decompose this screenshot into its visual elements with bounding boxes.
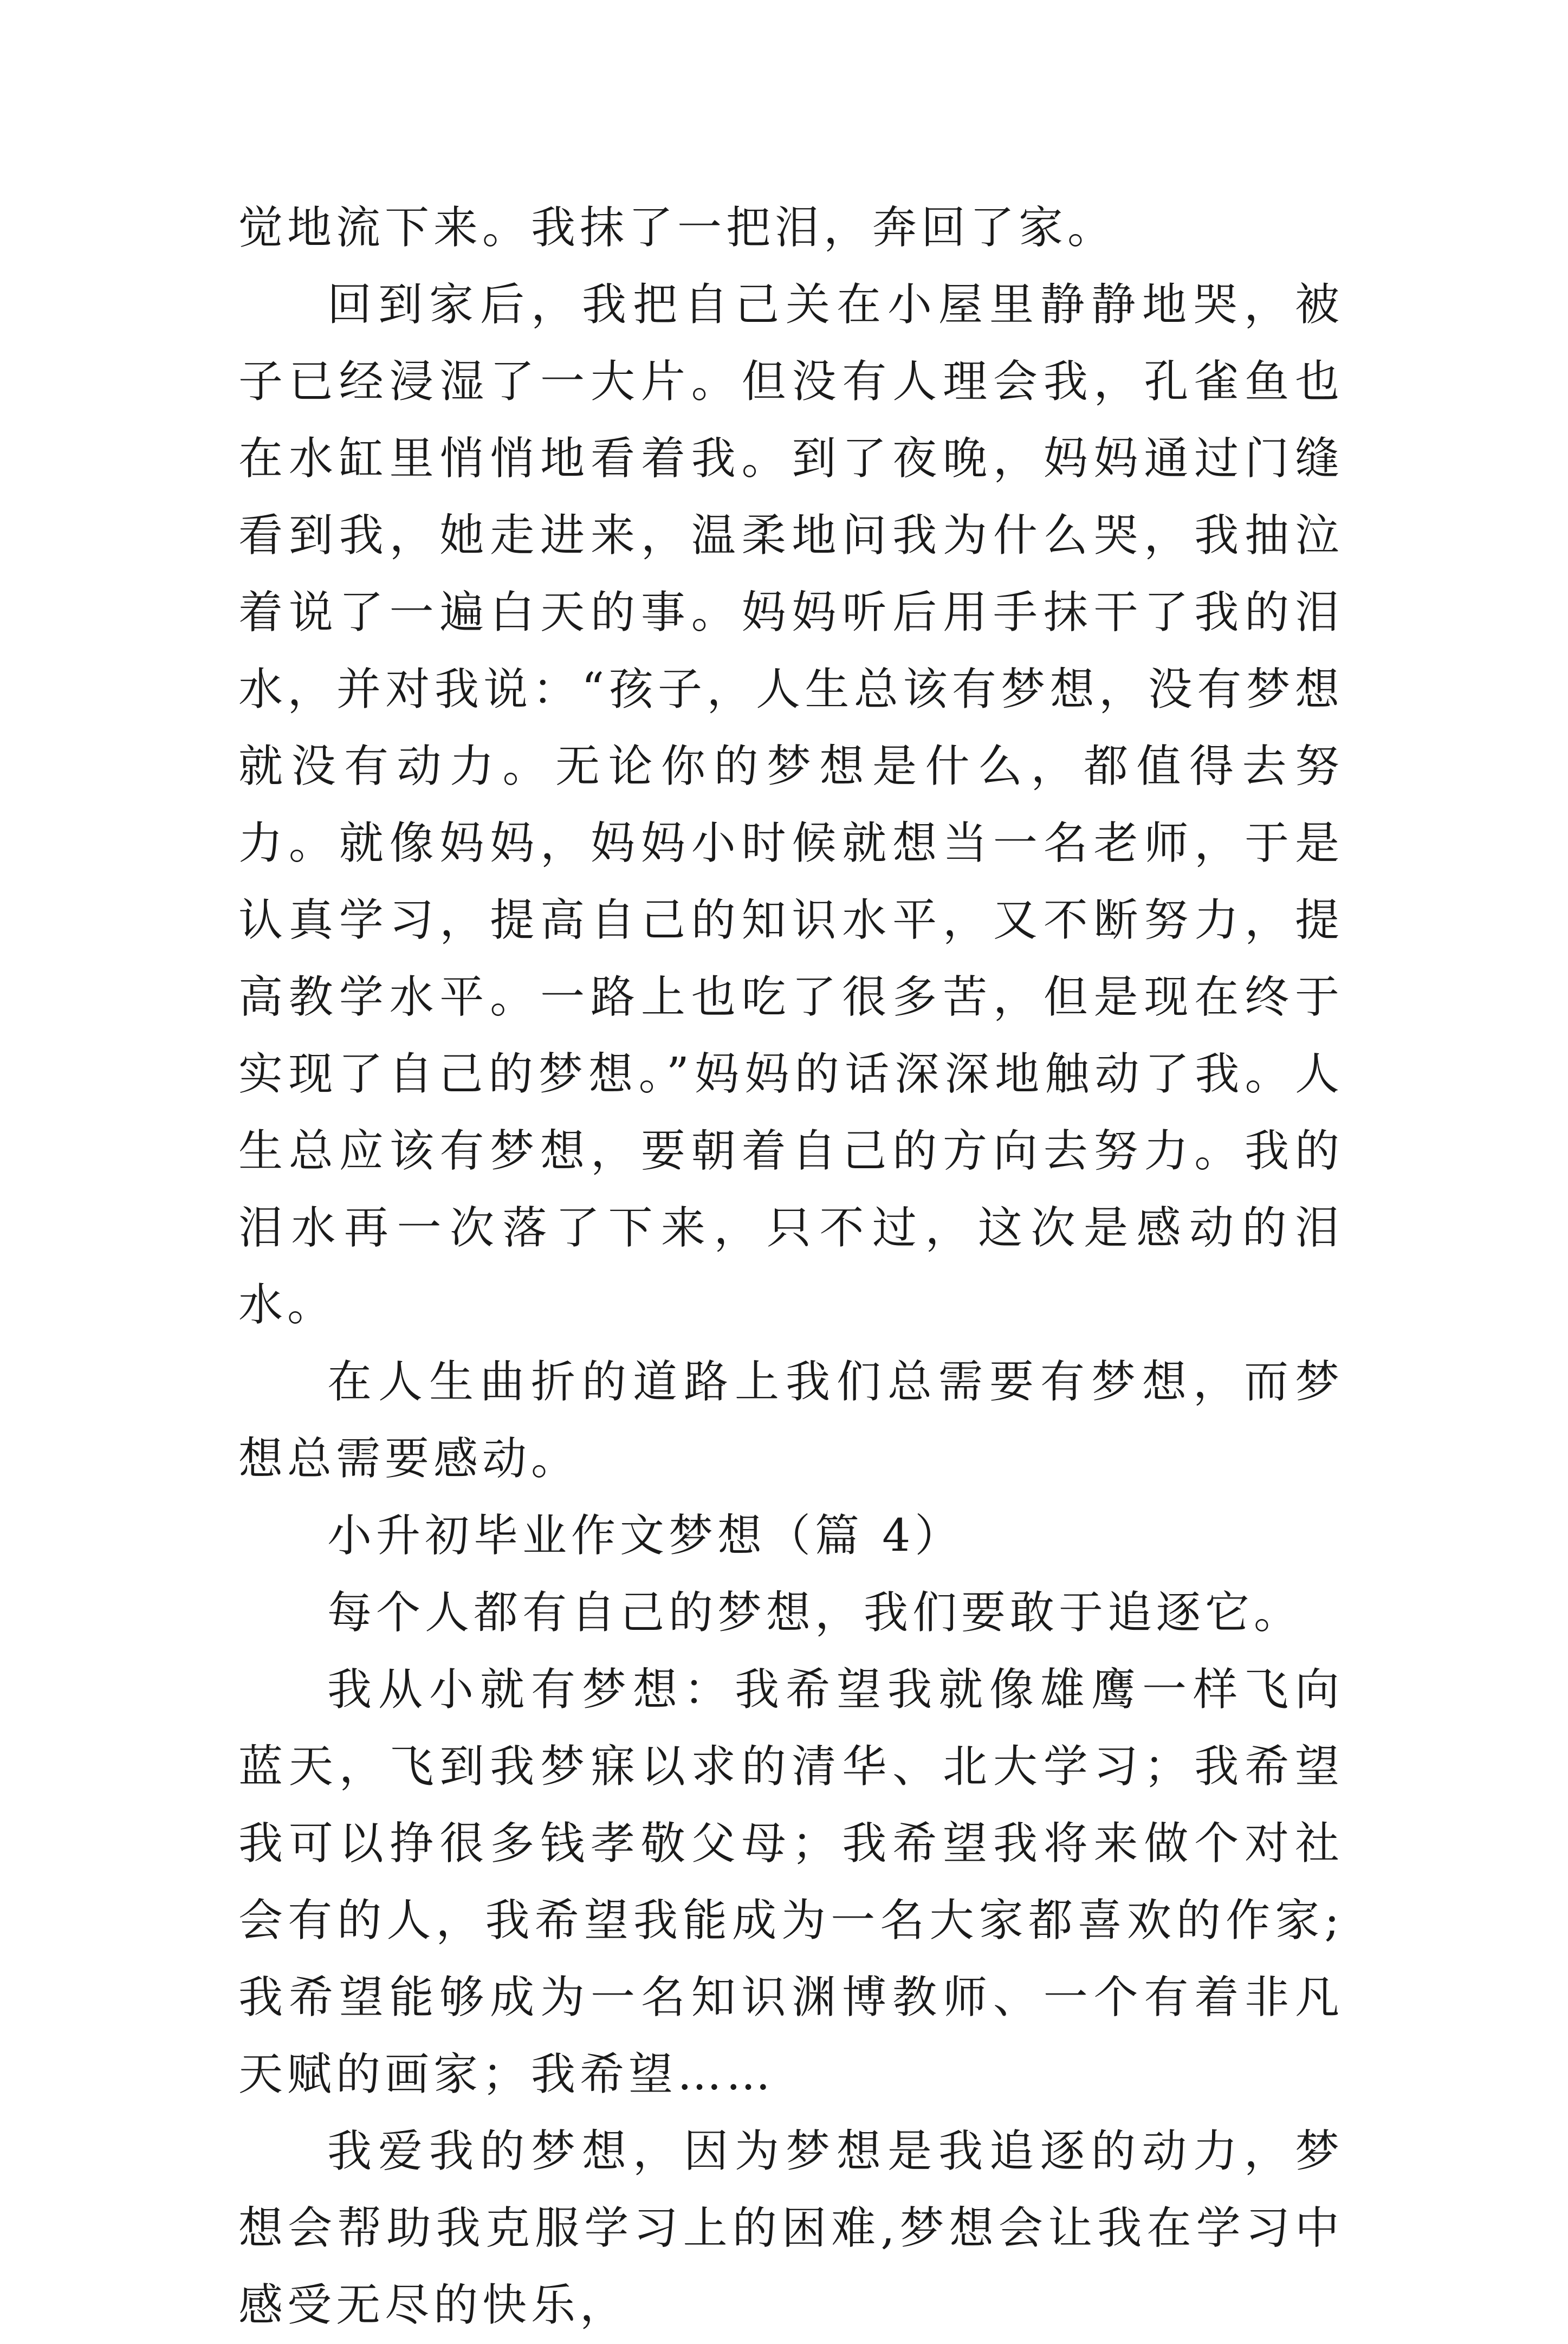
paragraph-intro: 每个人都有自己的梦想，我们要敢于追逐它。 [327, 1587, 1303, 1639]
document-body [238, 190, 1344, 2344]
paragraph-continuation: 觉地流下来。我抹了一把泪，奔回了家。 [238, 202, 1117, 254]
essay-title-part-4: 小升初毕业作文梦想（篇 4） [327, 1510, 964, 1562]
paragraph-mother-talk: 回到家后，我把自己关在小屋里静静地哭，被子已经浸湿了一大片。但没有人理会我，孔雀鱼也在水缸里悄悄地看着我。到了夜晚，妈妈通过门缝看到我，她走进来，温柔地问我为什么哭，我抽泣着说了一遍白天的事。妈妈听后用手抹干了我的泪水，并对我说：“孩子，人生总该有梦想，没有梦想就没有动力。无论你的梦想是什么，都值得去努力。就像妈妈，妈妈小时候就想当一名老师，于是认真学习，提高自己的知识水平，又不断努力，提高教学水平。一路上也吃了很多苦，但是现在终于实现了自己的梦想。”妈妈的话深深地触动了我。人生总应该有梦想，要朝着自己的方向去努力。我的泪水再一次落了下来，只不过，这次是感动的泪水。 [238, 279, 1344, 1331]
paragraph-love-dream: 我爱我的梦想，因为梦想是我追逐的动力，梦想会帮助我克服学习上的困难,梦想会让我在学习中感受无尽的快乐， [238, 2126, 1344, 2331]
paragraph-dreams-list: 我从小就有梦想：我希望我就像雄鹰一样飞向蓝天，飞到我梦寐以求的清华、北大学习；我希望我可以挣很多钱孝敬父母；我希望我将来做个对社会有的人，我希望我能成为一名大家都喜欢的作家;我希望能够成为一名知识渊博教师、一个有着非凡天赋的画家；我希望…… [238, 1664, 1344, 2100]
paragraph-conclusion: 在人生曲折的道路上我们总需要有梦想，而梦想总需要感动。 [238, 1356, 1344, 1485]
